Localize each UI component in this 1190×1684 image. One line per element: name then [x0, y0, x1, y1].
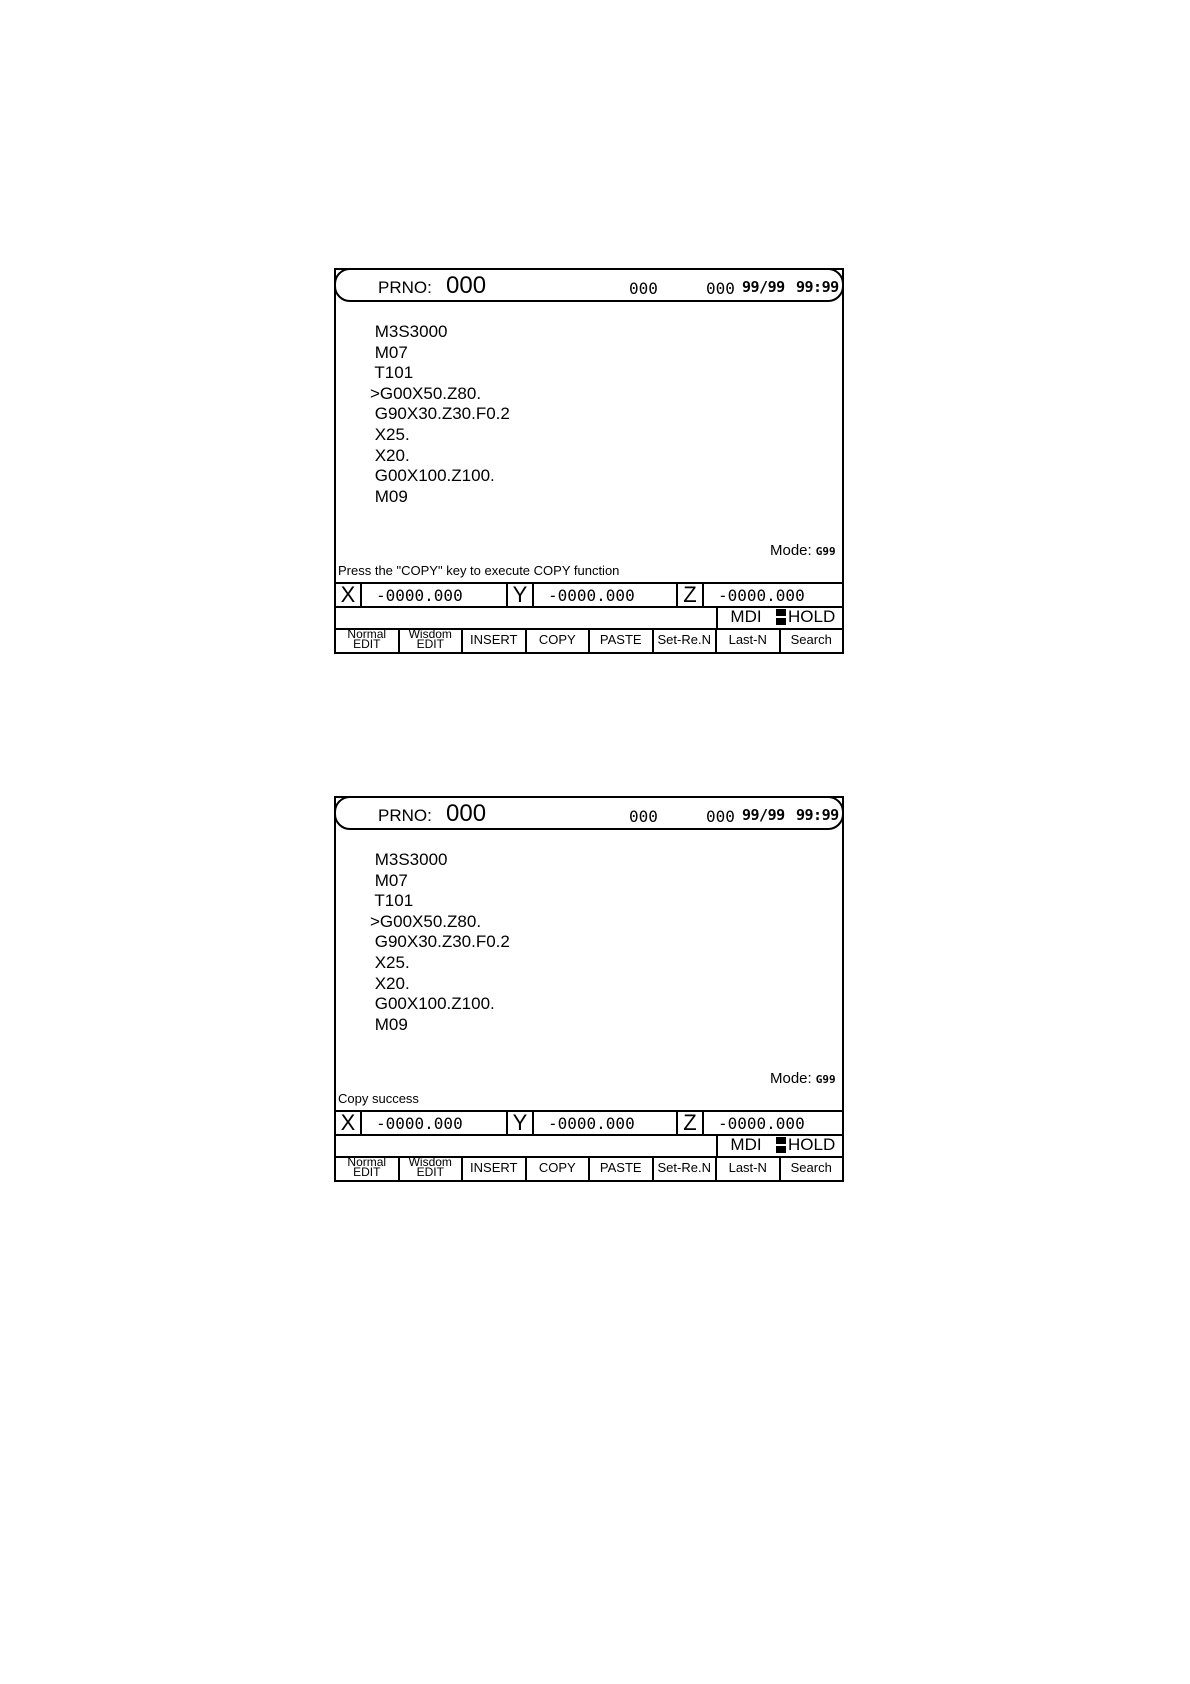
z-axis-value: -0000.000	[718, 1114, 805, 1133]
coordinate-bar	[334, 582, 844, 608]
program-line[interactable]: G00X100.Z100.	[370, 994, 495, 1014]
softkey-bar	[334, 628, 844, 654]
status-header	[334, 268, 844, 302]
program-line[interactable]: M3S3000	[370, 322, 448, 341]
softkey-label: EDIT	[416, 1165, 444, 1179]
wisdom-edit-softkey[interactable]	[400, 628, 464, 652]
program-listing[interactable]	[370, 322, 510, 507]
program-line[interactable]: X25.	[370, 424, 410, 444]
program-line-current[interactable]: >G00X50.Z80.	[370, 383, 482, 403]
status-header	[334, 796, 844, 830]
search-softkey[interactable]: Search	[790, 632, 832, 647]
softkey-label: Normal	[347, 627, 387, 641]
program-line[interactable]: M07	[370, 870, 408, 890]
insert-softkey[interactable]: INSERT	[463, 628, 527, 652]
paste-softkey[interactable]: PASTE	[590, 628, 654, 652]
softkey-label: EDIT	[416, 637, 444, 651]
divider	[532, 1112, 534, 1134]
program-line[interactable]: T101	[370, 891, 414, 911]
header-time: 99:99	[796, 806, 839, 824]
x-axis-label: X	[340, 582, 356, 607]
program-listing[interactable]	[370, 850, 510, 1035]
mode-value: G99	[815, 545, 836, 558]
cnc-screen-copy-prompt	[334, 268, 844, 654]
paste-softkey[interactable]: PASTE	[590, 1156, 654, 1180]
softkey-label: Normal	[347, 1155, 387, 1169]
last-n-softkey[interactable]: Last-N	[717, 1156, 781, 1180]
z-axis-label: Z	[683, 582, 697, 607]
set-re-n-softkey[interactable]: Set-Re.N	[654, 1156, 718, 1180]
header-field-b: 000	[706, 807, 735, 826]
z-axis-value: -0000.000	[718, 586, 805, 605]
y-axis-label: Y	[512, 1110, 528, 1135]
program-line-current[interactable]: >G00X50.Z80.	[370, 911, 482, 931]
program-line[interactable]: M09	[370, 486, 408, 506]
mode-label: Mode:	[770, 542, 812, 559]
program-line[interactable]: G90X30.Z30.F0.2	[370, 404, 510, 424]
softkey-bar	[334, 1156, 844, 1182]
prno-value: 000	[446, 800, 487, 827]
prno-label: PRNO:	[378, 278, 432, 297]
program-line[interactable]: X20.	[370, 445, 410, 465]
copy-softkey[interactable]: COPY	[527, 628, 591, 652]
x-axis-label: X	[340, 1110, 356, 1135]
y-axis-value: -0000.000	[548, 1114, 635, 1133]
copy-softkey[interactable]: COPY	[527, 1156, 591, 1180]
y-axis-value: -0000.000	[548, 586, 635, 605]
mdi-mode-indicator: MDI	[730, 607, 762, 626]
cnc-screen-copy-success	[334, 796, 844, 1182]
mode-indicator	[770, 542, 836, 559]
mdi-mode-indicator: MDI	[730, 1135, 762, 1154]
divider	[702, 1112, 704, 1134]
program-line[interactable]: T101	[370, 363, 414, 383]
search-softkey[interactable]: Search	[790, 1160, 832, 1175]
program-line[interactable]: X25.	[370, 952, 410, 972]
set-re-n-softkey[interactable]: Set-Re.N	[654, 628, 718, 652]
program-line[interactable]: M3S3000	[370, 850, 448, 869]
hold-indicator: HOLD	[788, 1135, 836, 1154]
y-axis-label: Y	[512, 582, 528, 607]
divider	[532, 584, 534, 606]
softkey-label: Wisdom	[408, 1155, 452, 1169]
hold-indicator: HOLD	[788, 607, 836, 626]
header-field-a: 000	[629, 807, 658, 826]
program-line[interactable]: X20.	[370, 973, 410, 993]
z-axis-label: Z	[683, 1110, 697, 1135]
coordinate-bar	[334, 1110, 844, 1136]
hold-icon	[776, 609, 786, 625]
prno-value: 000	[446, 272, 487, 299]
header-date: 99/99	[742, 806, 785, 824]
program-line[interactable]: G00X100.Z100.	[370, 466, 495, 486]
header-field-b: 000	[706, 279, 735, 298]
normal-edit-softkey[interactable]	[336, 1156, 400, 1180]
insert-softkey[interactable]: INSERT	[463, 1156, 527, 1180]
mode-value: G99	[815, 1073, 836, 1086]
header-date: 99/99	[742, 278, 785, 296]
softkey-label: EDIT	[353, 637, 381, 651]
program-line[interactable]: G90X30.Z30.F0.2	[370, 932, 510, 952]
prno-label: PRNO:	[378, 806, 432, 825]
hold-icon	[776, 1137, 786, 1153]
divider	[360, 584, 362, 606]
header-field-a: 000	[629, 279, 658, 298]
softkey-label: EDIT	[353, 1165, 381, 1179]
last-n-softkey[interactable]: Last-N	[717, 628, 781, 652]
message-line: Press the "COPY" key to execute COPY function	[338, 563, 620, 578]
mode-label: Mode:	[770, 1070, 812, 1087]
wisdom-edit-softkey[interactable]	[400, 1156, 464, 1180]
program-line[interactable]: M09	[370, 1014, 408, 1034]
divider	[702, 584, 704, 606]
x-axis-value: -0000.000	[376, 1114, 463, 1133]
normal-edit-softkey[interactable]	[336, 628, 400, 652]
mode-indicator	[770, 1070, 836, 1087]
x-axis-value: -0000.000	[376, 586, 463, 605]
message-line: Copy success	[338, 1091, 419, 1106]
program-line[interactable]: M07	[370, 342, 408, 362]
header-time: 99:99	[796, 278, 839, 296]
divider	[360, 1112, 362, 1134]
softkey-label: Wisdom	[408, 627, 452, 641]
